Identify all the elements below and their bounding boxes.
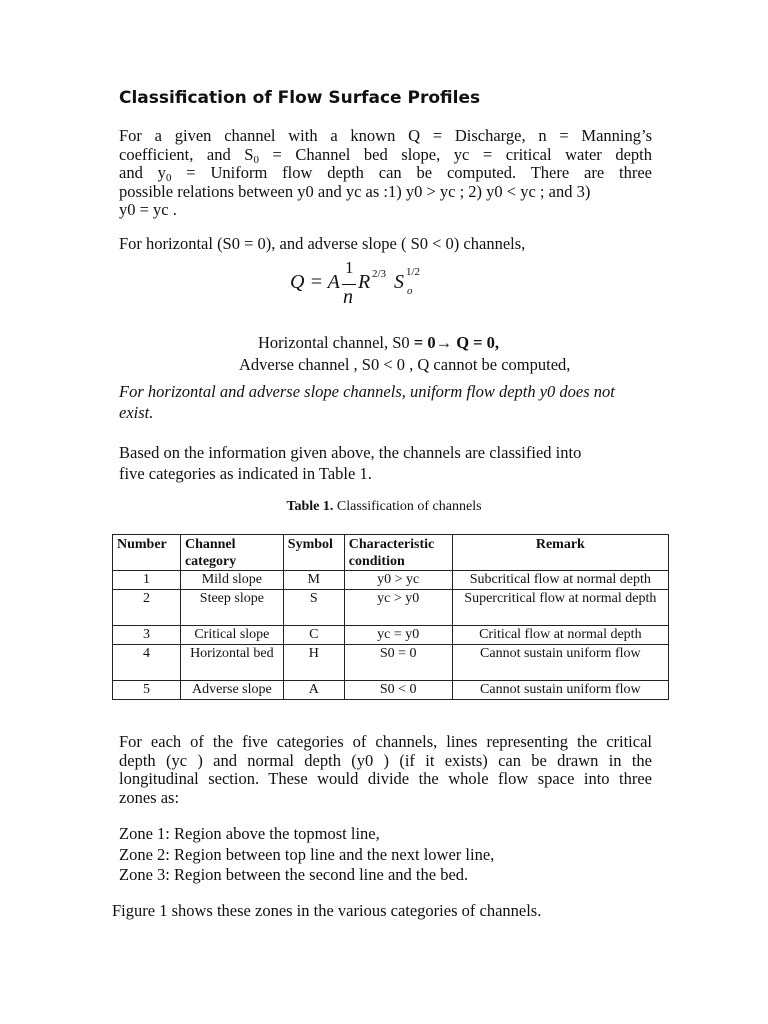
horizontal-channel-result: = 0→ Q = 0, (413, 333, 500, 352)
zone-item: Zone 2: Region between top line and the next lower line, (119, 844, 495, 864)
table-header-row (113, 535, 669, 571)
intro-line-1: For a given channel with a known Q = Discharge, n = Manning’s (119, 126, 652, 145)
cell-number: 2 (113, 590, 181, 626)
manning-formula (290, 258, 450, 308)
cell-condition: S0 = 0 (344, 645, 452, 681)
formula-lhs: Q = A (290, 271, 340, 293)
classification-intro (119, 442, 581, 484)
cell-symbol: M (283, 571, 344, 590)
table-row (113, 626, 669, 645)
cell-category: Adverse slope (180, 681, 283, 700)
table-row (113, 571, 669, 590)
intro-line-5: y0 = yc . (119, 200, 177, 219)
formula-s-subscript: o (407, 285, 413, 297)
cell-category: Critical slope (180, 626, 283, 645)
intro-line-2 (119, 146, 652, 165)
cell-category: Mild slope (180, 571, 283, 590)
cell-number: 3 (113, 626, 181, 645)
intro-line-3-b: = Uniform flow depth can be computed. There are three (171, 163, 652, 182)
table-row (113, 590, 669, 626)
intro-line-3 (119, 164, 652, 183)
intro-line-2-sub: 0 (253, 153, 259, 166)
table-caption-label: Table 1. (286, 499, 334, 514)
intro-line-2-a: coefficient, and S (119, 144, 254, 164)
zone-item: Zone 3: Region between the second line and the bed. (119, 865, 469, 884)
zones-intro-line-1: For each of the five categories of channels, lines representing the critical (119, 732, 652, 751)
header-remark: Remark (452, 535, 668, 571)
cell-category: Steep slope (180, 590, 283, 626)
cell-condition: yc = y0 (344, 626, 452, 645)
intro-line-3-a: and y (119, 163, 166, 182)
formula-s: S (394, 271, 404, 293)
formula-r-exponent: 2/3 (372, 268, 387, 280)
intro-line-2-b: = Channel bed slope, yc = critical water depth (258, 144, 652, 164)
italic-note-line-2: exist. (119, 403, 154, 422)
zones-intro-line-4: zones as: (119, 787, 180, 807)
table-caption (0, 499, 768, 515)
zone-item: Zone 1: Region above the topmost line, (119, 824, 380, 843)
formula-s-exponent: 1/2 (406, 266, 421, 278)
classification-intro-line-1: Based on the information given above, the channels are classified into (119, 443, 582, 462)
cell-number: 5 (113, 681, 181, 700)
adverse-channel-line: Adverse channel , S0 < 0 , Q cannot be computed, (239, 355, 571, 374)
cell-category: Horizontal bed (180, 645, 283, 681)
formula-fraction-denominator: n (343, 286, 353, 308)
cell-number: 1 (113, 571, 181, 590)
header-number: Number (113, 535, 181, 571)
cell-symbol: H (283, 645, 344, 681)
cell-condition: y0 > yc (344, 571, 452, 590)
page-title: Classification of Flow Surface Profiles (119, 88, 481, 108)
horizontal-adverse-sentence: For horizontal (S0 = 0), and adverse slope ( S0 < 0) channels, (119, 234, 526, 253)
table-row (113, 681, 669, 700)
cell-remark: Cannot sustain uniform flow (452, 681, 668, 700)
formula-fraction-numerator: 1 (345, 258, 354, 277)
header-symbol: Symbol (283, 535, 344, 571)
intro-line-3-sub: 0 (165, 172, 172, 184)
zones-intro-line-2: depth (yc ) and normal depth (y0 ) (if it exists) can be drawn in the (119, 750, 652, 770)
cell-remark: Subcritical flow at normal depth (452, 571, 668, 590)
figure-reference: Figure 1 shows these zones in the various categories of channels. (112, 901, 542, 920)
table-caption-text: Classification of channels (333, 499, 482, 514)
cell-condition: yc > y0 (344, 590, 452, 626)
horizontal-channel-text: Horizontal channel, S0 (258, 333, 414, 352)
classification-table (112, 534, 669, 700)
zones-intro-line-3: longitudinal section. These would divide the whole flow space into three (119, 769, 652, 788)
intro-paragraph (119, 127, 652, 220)
cell-number: 4 (113, 645, 181, 681)
cell-symbol: A (283, 681, 344, 700)
cell-symbol: S (283, 590, 344, 626)
zones-intro-paragraph (119, 733, 652, 807)
header-characteristic-condition: Characteristic condition (344, 535, 452, 571)
intro-line-4: possible relations between y0 and yc as :1) y0 > yc ; 2) y0 < yc ; and 3) (119, 181, 591, 201)
horizontal-channel-line (258, 334, 499, 353)
formula-fraction-bar (342, 284, 356, 285)
cell-condition: S0 < 0 (344, 681, 452, 700)
italic-note (119, 381, 615, 423)
classification-intro-line-2: five categories as indicated in Table 1. (119, 464, 372, 483)
zones-list (119, 824, 494, 886)
table-row (113, 645, 669, 681)
italic-note-line-1: For horizontal and adverse slope channels, uniform flow depth y0 does not (119, 382, 615, 401)
cell-remark: Cannot sustain uniform flow (452, 645, 668, 681)
formula-r: R (358, 271, 371, 293)
cell-remark: Critical flow at normal depth (452, 626, 668, 645)
cell-symbol: C (283, 626, 344, 645)
cell-remark: Supercritical flow at normal depth (452, 590, 668, 626)
header-channel-category: Channel category (180, 535, 283, 571)
